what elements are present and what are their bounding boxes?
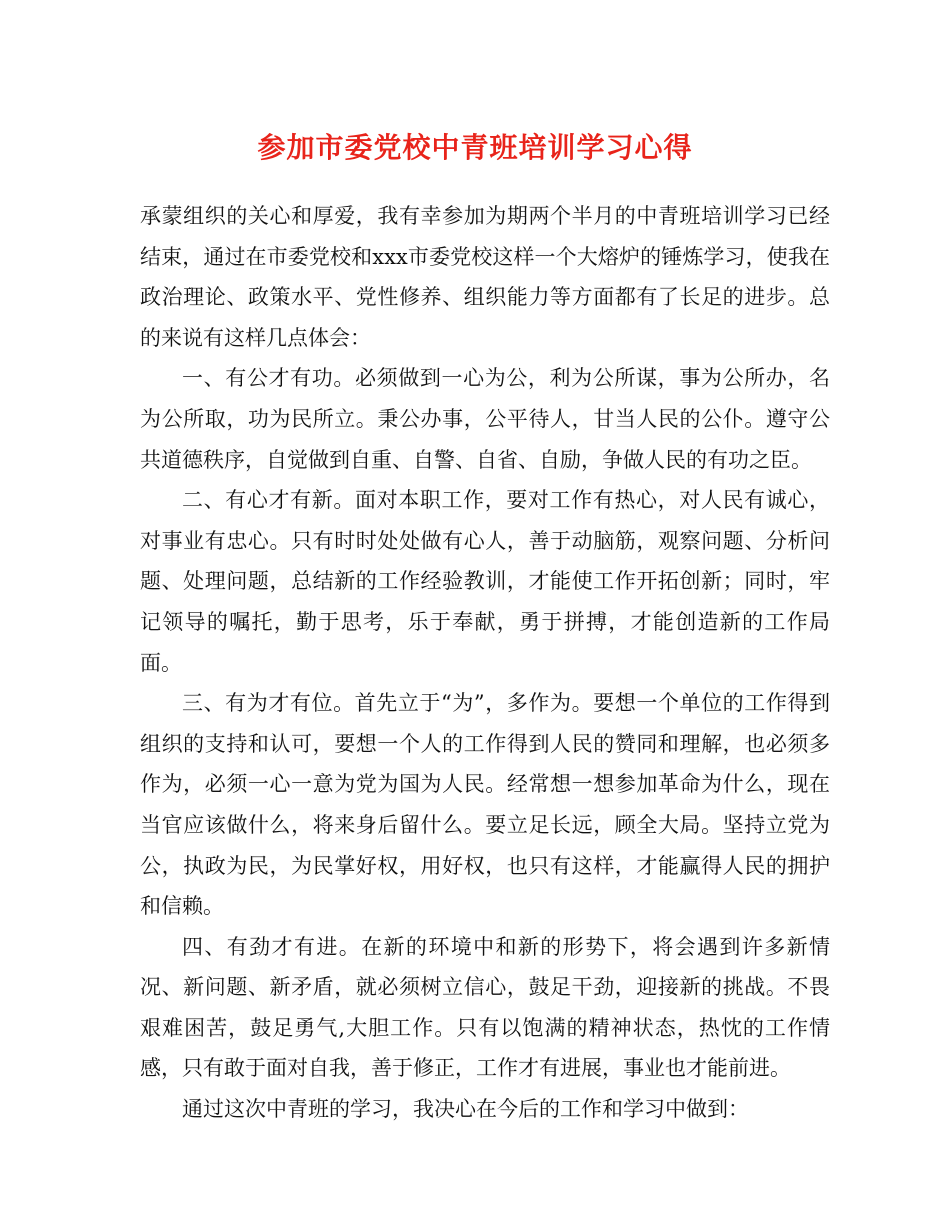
paragraph-point-3: 三、有为才有位。首先立于“为”，多作为。要想一个单位的工作得到组织的支持和认可，要想一个人的工作得到人民的赞同和理解，也必须多作为，必须一心一意为党为国为人民。经常想一想参加革命为什么，现在当官应该做什么，将来身后留什么。要立足长远，顾全大局。坚持立党为公，执政为民，为民掌好权，用好权，也只有这样，才能赢得人民的拥护和信赖。	[140, 691, 830, 919]
paragraph-conclusion: 通过这次中青班的学习，我决心在今后的工作和学习中做到：	[182, 1097, 749, 1122]
paragraph-point-2: 二、有心才有新。面对本职工作，要对工作有热心，对人民有诚心，对事业有忠心。只有时时处处做有心人，善于动脑筋，观察问题、分析问题、处理问题，总结新的工作经验教训，才能使工作开拓创新；同时，牢记领导的嘱托，勤于思考，乐于奉献，勇于拼搏，才能创造新的工作局面。	[140, 488, 830, 675]
document-title: 参加市委党校中青班培训学习心得	[257, 131, 693, 164]
paragraph-point-1: 一、有公才有功。必须做到一心为公，利为公所谋，事为公所办，名为公所取，功为民所立。秉公办事，公平待人，甘当人民的公仆。遵守公共道德秩序，自觉做到自重、自警、自省、自励，争做人民的有功之臣。	[140, 366, 830, 472]
paragraph-intro: 承蒙组织的关心和厚爱，我有幸参加为期两个半月的中青班培训学习已经结束，通过在市委党校和xxx市委党校这样一个大熔炉的锤炼学习，使我在政治理论、政策水平、党性修养、组织能力等方面都有了长足的进步。总的来说有这样几点体会：	[140, 204, 830, 350]
document-body	[140, 196, 830, 1130]
paragraph-point-4: 四、有劲才有进。在新的环境中和新的形势下，将会遇到许多新情况、新问题、新矛盾，就必须树立信心，鼓足干劲，迎接新的挑战。不畏艰难困苦，鼓足勇气,大胆工作。只有以饱满的精神状态，热忱的工作情感，只有敢于面对自我，善于修正，工作才有进展，事业也才能前进。	[140, 934, 830, 1081]
